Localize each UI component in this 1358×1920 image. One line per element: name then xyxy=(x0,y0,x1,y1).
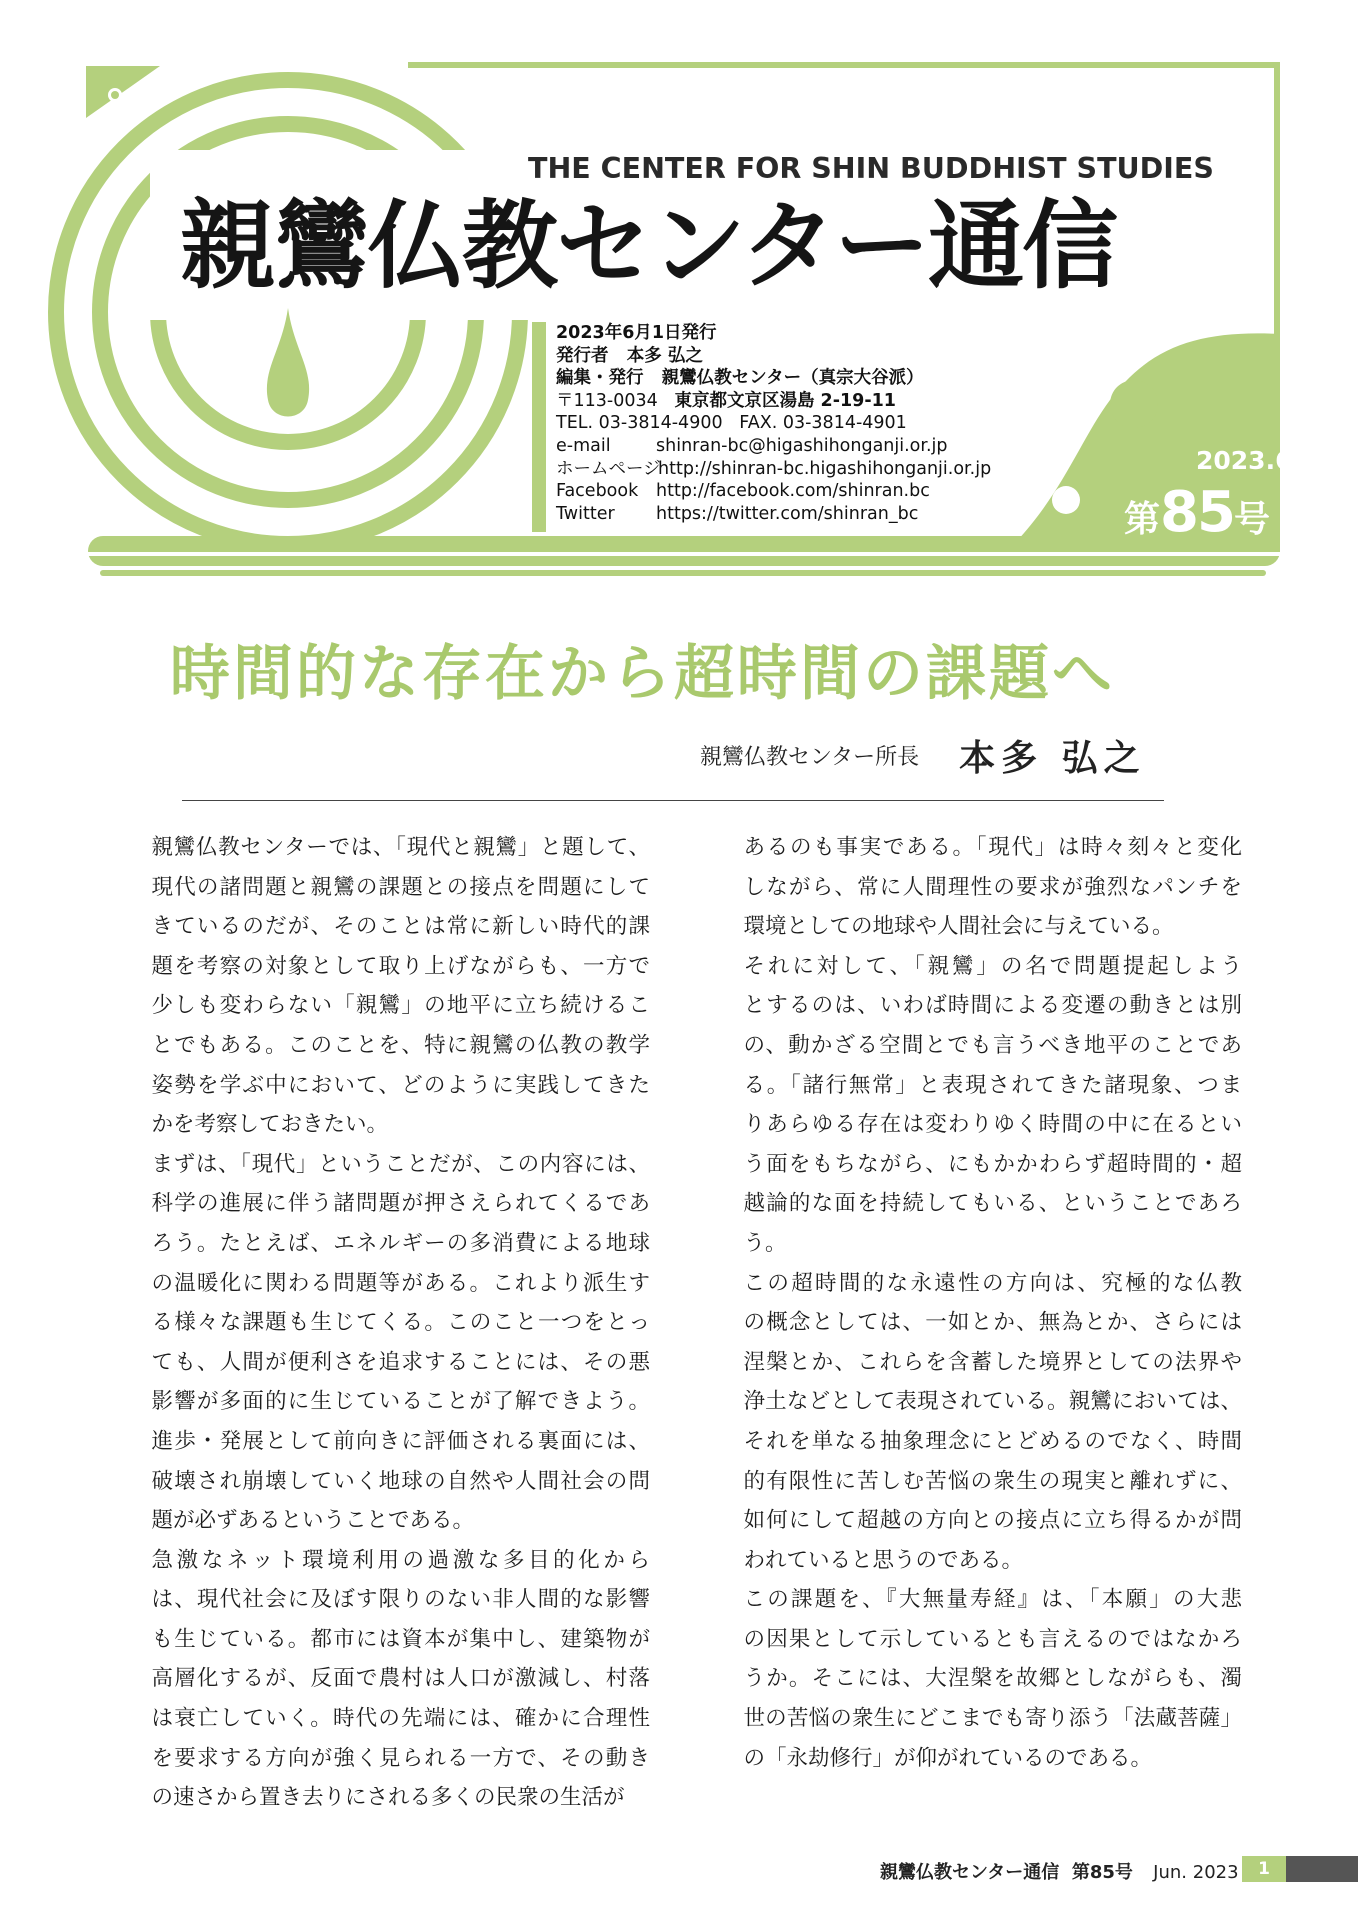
editor-label: 編集・発行 xyxy=(556,368,644,389)
issue-date: 2023.6 xyxy=(1196,446,1293,475)
editor-name: 親鸞仏教センター（真宗大谷派） xyxy=(661,368,924,389)
text-line: 科学の進展に伴う諸問題が押さえられてくるであ xyxy=(151,1191,650,1217)
byline xyxy=(700,730,1146,781)
text-line: 急激なネット環境利用の過激な多目的化から xyxy=(151,1547,650,1573)
twitter-row xyxy=(556,503,991,526)
page-footer xyxy=(880,1858,1239,1884)
teardrop-shape xyxy=(267,308,309,417)
text-line: う面をもちながら、にもかかわらず超時間的・超 xyxy=(743,1151,1242,1177)
text-line: あるのも事実である。「現代」は時々刻々と変化 xyxy=(743,835,1242,860)
text-line: 越論的な面を持続してもいる、ということであろ xyxy=(743,1191,1242,1217)
page-number: 1 xyxy=(1242,1856,1286,1882)
footer-issue: 第85号 xyxy=(1071,1862,1133,1883)
text-line: 高層化するが、反面で農村は人口が激減し、村落 xyxy=(151,1666,650,1692)
text-line: うか。そこには、大涅槃を故郷としながらも、濁 xyxy=(743,1666,1242,1692)
text-line: の、動かざる空間とでも言うべき地平のことであ xyxy=(743,1032,1242,1058)
text-line: この課題を、『大無量寿経』は、「本願」の大悲 xyxy=(743,1587,1242,1613)
text-line: 姿勢を学ぶ中において、どのように実践してきた xyxy=(151,1072,650,1098)
text-line: 進歩・発展として前向きに評価される裏面には、 xyxy=(151,1428,650,1454)
hill-dot-large xyxy=(1110,380,1158,428)
author-name: 本多 弘之 xyxy=(959,737,1146,779)
text-line: 影響が多面的に生じていることが了解できよう。 xyxy=(151,1389,650,1415)
text-line: とするのは、いわば時間による変遷の動きとは別 xyxy=(743,993,1242,1019)
address: 東京都文京区湯島 2-19-11 xyxy=(674,390,896,411)
issue-prefix: 第 xyxy=(1124,499,1161,540)
homepage-row xyxy=(556,458,991,481)
text-line: 題を考察の対象として取り上げながらも、一方で xyxy=(151,953,650,979)
text-line: われていると思うのである。 xyxy=(743,1547,1024,1573)
paragraph xyxy=(722,947,1242,1264)
publisher-row xyxy=(556,345,991,368)
text-line: 如何にして超越の方向との接点に立ち得るかが問 xyxy=(743,1508,1242,1534)
publisher-label: 発行者 xyxy=(556,345,609,366)
email-row xyxy=(556,435,991,458)
text-line: かを考察しておきたい。 xyxy=(151,1112,389,1138)
editor-row xyxy=(556,367,991,390)
text-line: それを単なる抽象理念にとどめるのでなく、時間 xyxy=(743,1428,1242,1454)
page-bar xyxy=(1286,1856,1358,1882)
text-line: りあらゆる存在は変わりゆく時間の中に在るとい xyxy=(743,1112,1242,1138)
issued-date: 2023年6月1日発行 xyxy=(556,323,717,343)
publisher-name: 本多 弘之 xyxy=(626,345,703,366)
homepage-link[interactable]: http://shinran-bc.higashihonganji.or.jp xyxy=(658,458,992,479)
facebook-label: Facebook xyxy=(556,481,639,502)
text-line: 涅槃とか、これらを含蓄した境界としての法界や xyxy=(743,1349,1242,1375)
text-line: 環境としての地球や人間社会に与えている。 xyxy=(743,914,1174,940)
paragraph xyxy=(722,828,1242,947)
text-line: の速さから置き去りにされる多くの民衆の生活が xyxy=(151,1785,625,1811)
homepage-label: ホームページ xyxy=(556,458,661,479)
text-line: それに対して、「親鸞」の名で問題提起しよう xyxy=(743,953,1242,979)
facebook-link[interactable]: http://facebook.com/shinran.bc xyxy=(656,481,930,502)
article-column-right xyxy=(722,828,1242,1778)
footer-date: Jun. 2023 xyxy=(1153,1862,1239,1883)
bottom-band xyxy=(88,536,1280,566)
author-role: 親鸞仏教センター所長 xyxy=(700,745,920,770)
text-line: の概念としては、一如とか、無為とか、さらには xyxy=(743,1310,1242,1336)
text-line: の「永劫修行」が仰がれているのである。 xyxy=(743,1745,1153,1771)
paragraph xyxy=(722,1264,1242,1581)
text-line: の温暖化に関わる問題等がある。これより派生す xyxy=(151,1270,650,1296)
text-line: を要求する方向が強く見られる一方で、その動き xyxy=(151,1745,650,1771)
text-line: 親鸞仏教センターでは、「現代と親鸞」と題して、 xyxy=(151,835,650,860)
email-label: e-mail xyxy=(556,435,611,456)
text-line: しながら、常に人間理性の要求が強烈なパンチを xyxy=(743,874,1242,900)
text-line: 題が必ずあるということである。 xyxy=(151,1508,475,1534)
text-line: まずは、「現代」ということだが、この内容には、 xyxy=(151,1151,650,1177)
postal-code: 〒113-0034 xyxy=(556,390,658,411)
twitter-label: Twitter xyxy=(556,503,615,524)
text-line: る。「諸行無常」と表現されてきた諸現象、つま xyxy=(743,1072,1242,1098)
text-line: も生じている。都市には資本が集中し、建築物が xyxy=(151,1626,650,1652)
text-line: の因果として示しているとも言えるのではなかろ xyxy=(743,1626,1242,1652)
text-line: 浄土などとして表現されている。親鸞においては、 xyxy=(743,1389,1242,1415)
issue-number-value: 85 xyxy=(1160,480,1234,545)
text-line: ても、人間が便利さを追求することには、その悪 xyxy=(151,1349,650,1375)
paragraph xyxy=(130,1541,650,1818)
address-row xyxy=(556,390,991,413)
issue-number xyxy=(1124,480,1270,545)
article-column-left xyxy=(130,828,650,1818)
text-line: 現代の諸問題と親鸞の課題との接点を問題にして xyxy=(151,874,650,900)
twitter-link[interactable]: https://twitter.com/shinran_bc xyxy=(656,503,919,524)
text-line: は衰亡していく。時代の先端には、確かに合理性 xyxy=(151,1706,650,1732)
masthead-japanese-title: 親鸞仏教センター通信 xyxy=(180,190,1117,302)
footer-publication: 親鸞仏教センター通信 xyxy=(880,1862,1060,1883)
paragraph xyxy=(130,828,650,1145)
email-link[interactable]: shinran-bc@higashihonganji.or.jp xyxy=(656,435,948,456)
text-line: この超時間的な永遠性の方向は、究極的な仏教 xyxy=(743,1270,1242,1296)
bottom-band-edge xyxy=(100,570,1266,576)
text-line: る様々な課題も生じてくる。このこと一つをとっ xyxy=(151,1310,650,1336)
phone-row xyxy=(556,412,991,435)
text-line: 少しも変わらない「親鸞」の地平に立ち続けるこ xyxy=(151,993,650,1019)
hill-dot-small xyxy=(1052,486,1080,514)
byline-divider xyxy=(182,800,1164,801)
article-headline: 時間的な存在から超時間の課題へ xyxy=(170,639,1115,709)
text-line: は、現代社会に及ぼす限りのない非人間的な影響 xyxy=(151,1587,650,1613)
paragraph xyxy=(130,1145,650,1541)
corner-triangle xyxy=(86,66,160,118)
frame-top-line xyxy=(408,62,1278,68)
text-line: ろう。たとえば、エネルギーの多消費による地球 xyxy=(151,1230,650,1256)
text-line: う。 xyxy=(743,1230,787,1256)
paragraph xyxy=(722,1580,1242,1778)
issue-suffix: 号 xyxy=(1233,499,1270,540)
text-line: 世の苦悩の衆生にどこまでも寄り添う「法蔵菩薩」 xyxy=(743,1706,1242,1732)
text-line: 破壊され崩壊していく地球の自然や人間社会の問 xyxy=(151,1468,650,1494)
tel: TEL. 03-3814-4900 xyxy=(556,413,723,434)
fax: FAX. 03-3814-4901 xyxy=(739,413,907,434)
masthead-english-title: THE CENTER FOR SHIN BUDDHIST STUDIES xyxy=(528,152,1214,185)
publication-info xyxy=(556,322,991,525)
text-line: きているのだが、そのことは常に新しい時代的課 xyxy=(151,914,650,940)
text-line: とでもある。このことを、特に親鸞の仏教の教学 xyxy=(151,1032,650,1058)
facebook-row xyxy=(556,480,991,503)
text-line: 的有限性に苦しむ苦悩の衆生の現実と離れずに、 xyxy=(743,1468,1242,1494)
info-bar xyxy=(532,322,546,532)
